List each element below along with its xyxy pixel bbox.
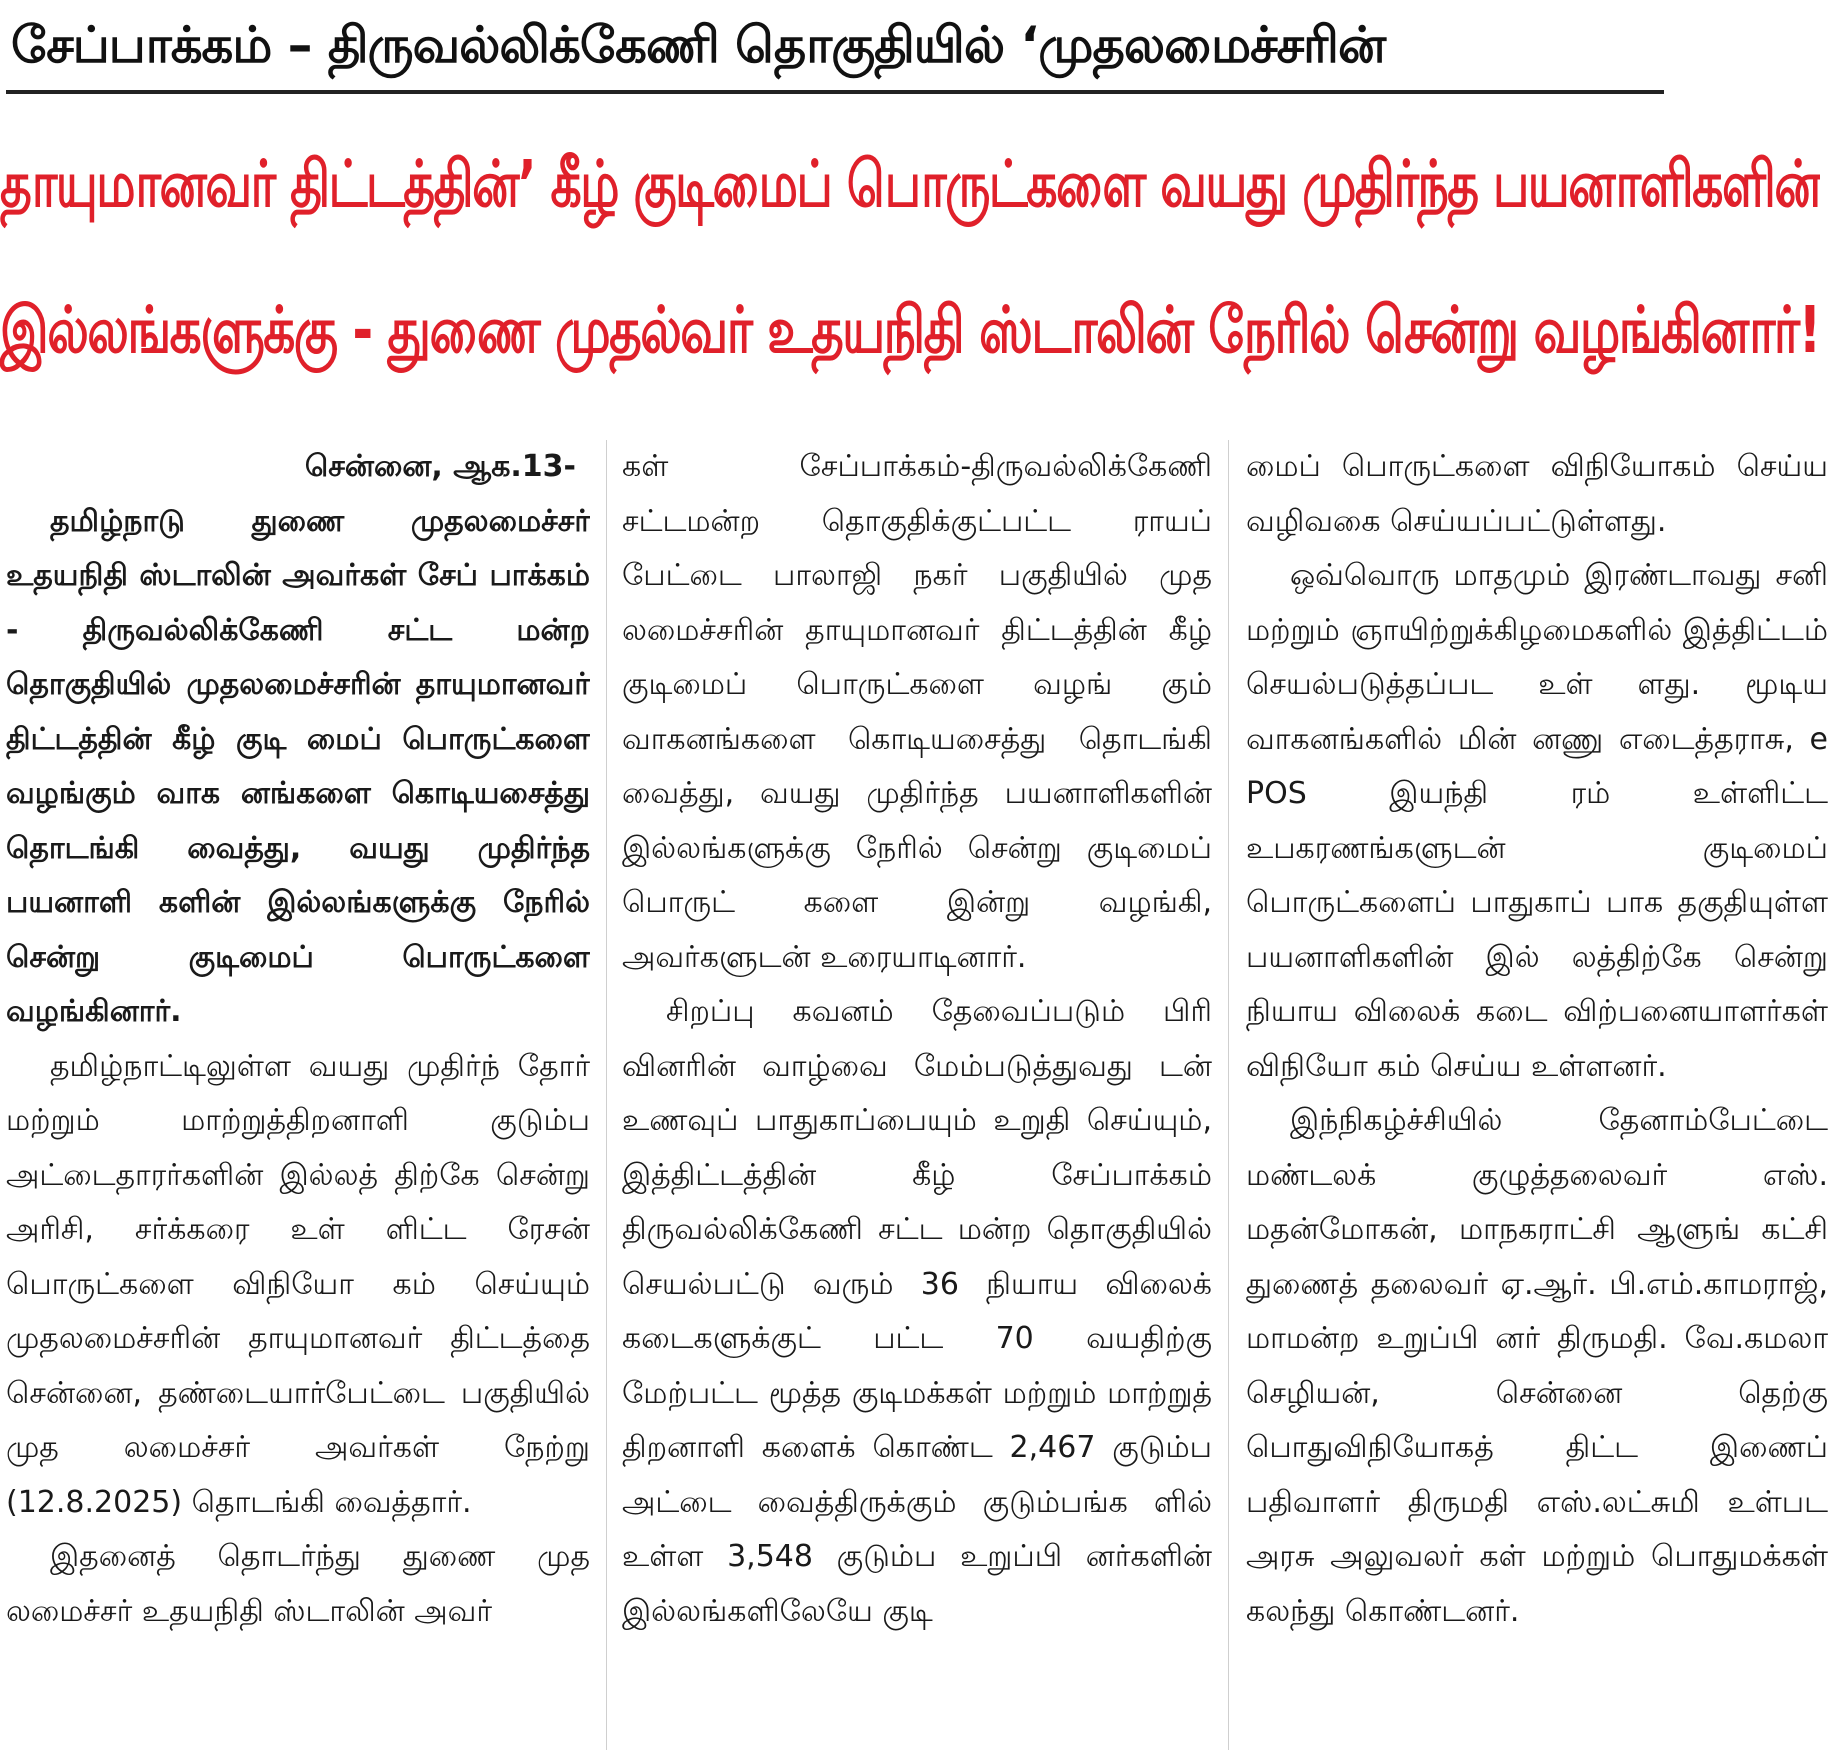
body-paragraph: கள் சேப்பாக்கம்-திருவல்லிக்கேணி சட்டமன்ற தொகுதிக்குட்பட்ட ராயப் பேட்டை பாலாஜி நகர் பகுதியில் முத லமைச்சரின் தாயுமானவர் திட்டத்தின் கீழ் குடிமைப் பொருட்களை வழங் கும் வாகனங்களை கொடியசைத்து தொடங்கி வைத்து, வயது முதிர்ந்த பயனாளிகளின் இல்லங்களுக்கு நேரில் சென்று குடிமைப் பொருட் களை இன்று வழங்கி, அவர்களுடன் உரையாடினார்.: [622, 449, 1212, 975]
main-headline-line-1: தாயுமானவர் திட்டத்தின்’ கீழ் குடிமைப் பொருட்களை வயது முதிர்ந்த பயனாளிகளின்: [0, 148, 1821, 222]
column-divider: [606, 440, 607, 1750]
body-paragraph: இதனைத் தொடர்ந்து துணை முத லமைச்சர் உதயநிதி ஸ்டாலின் அவர்: [6, 1539, 590, 1629]
article-body: [6, 440, 1828, 1750]
kicker-underline: [6, 90, 1664, 94]
article-column-1: [6, 440, 590, 1750]
column-divider: [1228, 440, 1229, 1750]
article-column-2: [622, 440, 1212, 1750]
body-paragraph: ஒவ்வொரு மாதமும் இரண்டாவது சனி மற்றும் ஞாயிற்றுக்கிழமைகளில் இத்திட்டம் செயல்படுத்தப்பட உள் ளது. மூடிய வாகனங்களில் மின் னணு எடைத்தராசு, e POS இயந்தி ரம் உள்ளிட்ட உபகரணங்களுடன் குடிமைப் பொருட்களைப் பாதுகாப் பாக தகுதியுள்ள பயனாளிகளின் இல் லத்திற்கே சென்று நியாய விலைக் கடை விற்பனையாளர்கள் விநியோ கம் செய்ய உள்ளனர்.: [1246, 558, 1828, 1084]
body-paragraph: சிறப்பு கவனம் தேவைப்படும் பிரி வினரின் வாழ்வை மேம்படுத்துவது டன் உணவுப் பாதுகாப்பையும் உறுதி செய்யும், இத்திட்டத்தின் கீழ் சேப்பாக்கம் திருவல்லிக்கேணி சட்ட மன்ற தொகுதியில் செயல்பட்டு வரும் 36 நியாய விலைக் கடைகளுக்குட் பட்ட 70 வயதிற்கு மேற்பட்ட மூத்த குடிமக்கள் மற்றும் மாற்றுத் திறனாளி களைக் கொண்ட 2,467 குடும்ப அட்டை வைத்திருக்கும் குடும்பங்க ளில் உள்ள 3,548 குடும்ப உறுப்பி னர்களின் இல்லங்களிலேயே குடி: [622, 994, 1212, 1629]
dateline: சென்னை, ஆக.13-: [304, 449, 576, 484]
body-paragraph: மைப் பொருட்களை விநியோகம் செய்ய வழிவகை செய்யப்பட்டுள்ளது.: [1246, 449, 1828, 539]
body-paragraph: இந்நிகழ்ச்சியில் தேனாம்பேட்டை மண்டலக் குழுத்தலைவர் எஸ். மதன்மோகன், மாநகராட்சி ஆளுங் கட்சி துணைத் தலைவர் ஏ.ஆர். பி.எம்.காமராஜ், மாமன்ற உறுப்பி னர் திருமதி. வே.கமலா செழியன், சென்னை தெற்கு பொதுவிநியோகத் திட்ட இணைப் பதிவாளர் திருமதி எஸ்.லட்சுமி உள்பட அரசு அலுவலர் கள் மற்றும் பொதுமக்கள் கலந்து கொண்டனர்.: [1246, 1103, 1828, 1629]
main-headline-line-2: இல்லங்களுக்கு - துணை முதல்வர் உதயநிதி ஸ்டாலின் நேரில் சென்று வழங்கினார்!: [0, 294, 1820, 368]
kicker-headline: சேப்பாக்கம் – திருவல்லிக்கேணி தொகுதியில் ‘முதலமைச்சரின்: [11, 16, 1386, 74]
body-paragraph: தமிழ்நாட்டிலுள்ள வயது முதிர்ந் தோர் மற்றும் மாற்றுத்திறனாளி குடும்ப அட்டைதாரர்களின் இல்லத் திற்கே சென்று அரிசி, சர்க்கரை உள் ளிட்ட ரேசன் பொருட்களை விநியோ கம் செய்யும் முதலமைச்சரின் தாயுமானவர் திட்டத்தை சென்னை, தண்டையார்பேட்டை பகுதியில் முத லமைச்சர் அவர்கள் நேற்று (12.8.2025) தொடங்கி வைத்தார்.: [6, 1048, 590, 1520]
lead-paragraph: தமிழ்நாடு துணை முதலமைச்சர் உதயநிதி ஸ்டாலின் அவர்கள் சேப் பாக்கம் - திருவல்லிக்கேணி சட்ட மன்ற தொகுதியில் முதலமைச்சரின் தாயுமானவர் திட்டத்தின் கீழ் குடி மைப் பொருட்களை வழங்கும் வாக னங்களை கொடியசைத்து தொடங்கி வைத்து, வயது முதிர்ந்த பயனாளி களின் இல்லங்களுக்கு நேரில் சென்று குடிமைப் பொருட்களை வழங்கினார்.: [6, 503, 590, 1029]
article-column-3: [1246, 440, 1828, 1750]
